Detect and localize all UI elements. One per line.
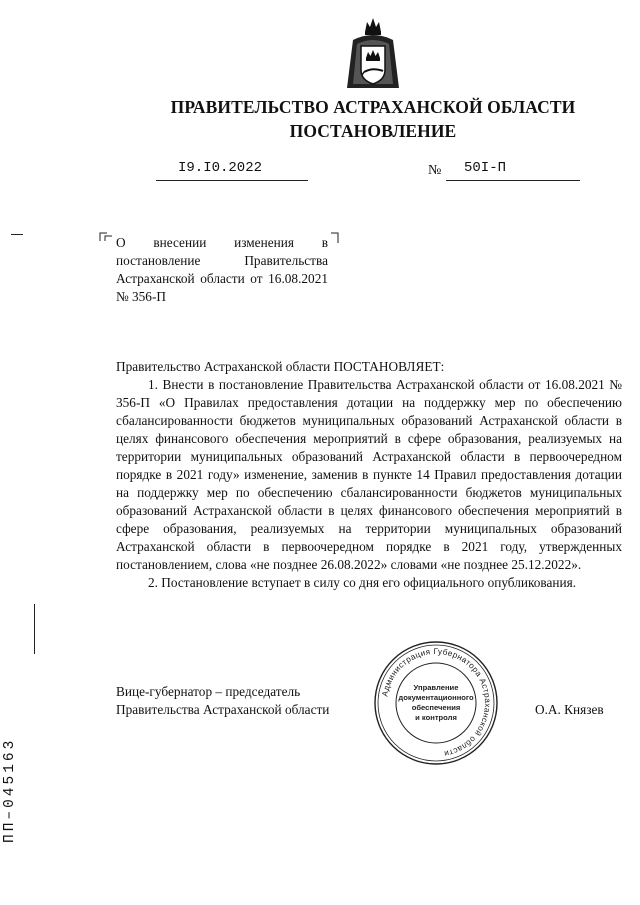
margin-line (34, 604, 35, 654)
document-subject: О внесении изменения в постановление Правительства Астраханской области от 16.08.2021 № 356-П (116, 235, 328, 304)
document-number: 50I-П (464, 160, 507, 176)
margin-mark (11, 234, 23, 235)
organization-title: ПРАВИТЕЛЬСТВО АСТРАХАНСКОЙ ОБЛАСТИ (170, 97, 576, 117)
stamp-center-line-2: документационного (398, 693, 474, 702)
stamp-center-line-1: Управление (413, 683, 459, 692)
official-stamp (373, 640, 499, 766)
body-intro: Правительство Астраханской области ПОСТАНОВЛЯЕТ: (116, 359, 445, 374)
signatory-title-line1: Вице-губернатор – председатель (116, 684, 301, 699)
signatory-name: О.А. Князев (535, 702, 604, 717)
document-type-title: ПОСТАНОВЛЕНИЕ (289, 121, 457, 141)
form-serial-number: ПП–045163 (2, 737, 18, 843)
body-item-2: 2. Постановление вступает в силу со дня его официального опубликования. (148, 575, 577, 590)
subject-corner-right (330, 232, 340, 244)
stamp-center-line-4: и контроля (415, 713, 457, 722)
coat-of-arms-icon (343, 14, 403, 92)
stamp-ring-text: Администрация Губернатора Астраханской области (380, 646, 493, 759)
document-body (116, 358, 622, 592)
number-label: № (428, 163, 442, 178)
document-date: I9.I0.2022 (178, 160, 263, 176)
stamp-center-line-3: обеспечения (411, 703, 461, 712)
signatory-title-line2: Правительства Астраханской области (116, 702, 330, 717)
subject-corner-left (99, 232, 117, 242)
body-item-1: 1. Внести в постановление Правительства Астраханской области от 16.08.2021 № 356-П «О Правилах предоставления дотации на поддержку мер по обеспечению сбалансированности бюджетов муниципальных образований Астраханской области в целях финансового обеспечения мероприятий в сфере образования, реализуемых на территории муниципальных образований Астраханской области в первоочередном порядке в 2021 году» изменение, заменив в пункте 14 Правил предоставления дотации на поддержку мер по обеспечению сбалансированности бюджетов муниципальных образований Астраханской области в целях финансового обеспечения мероприятий в сфере образования, реализуемых на территории муниципальных образований Астраханской области в первоочередном порядке в 2021 году, утвержденных постановлением, слова «не позднее 26.08.2022» словами «не позднее 25.12.2022». (116, 377, 622, 572)
date-underline (156, 180, 308, 181)
number-underline (446, 180, 580, 181)
